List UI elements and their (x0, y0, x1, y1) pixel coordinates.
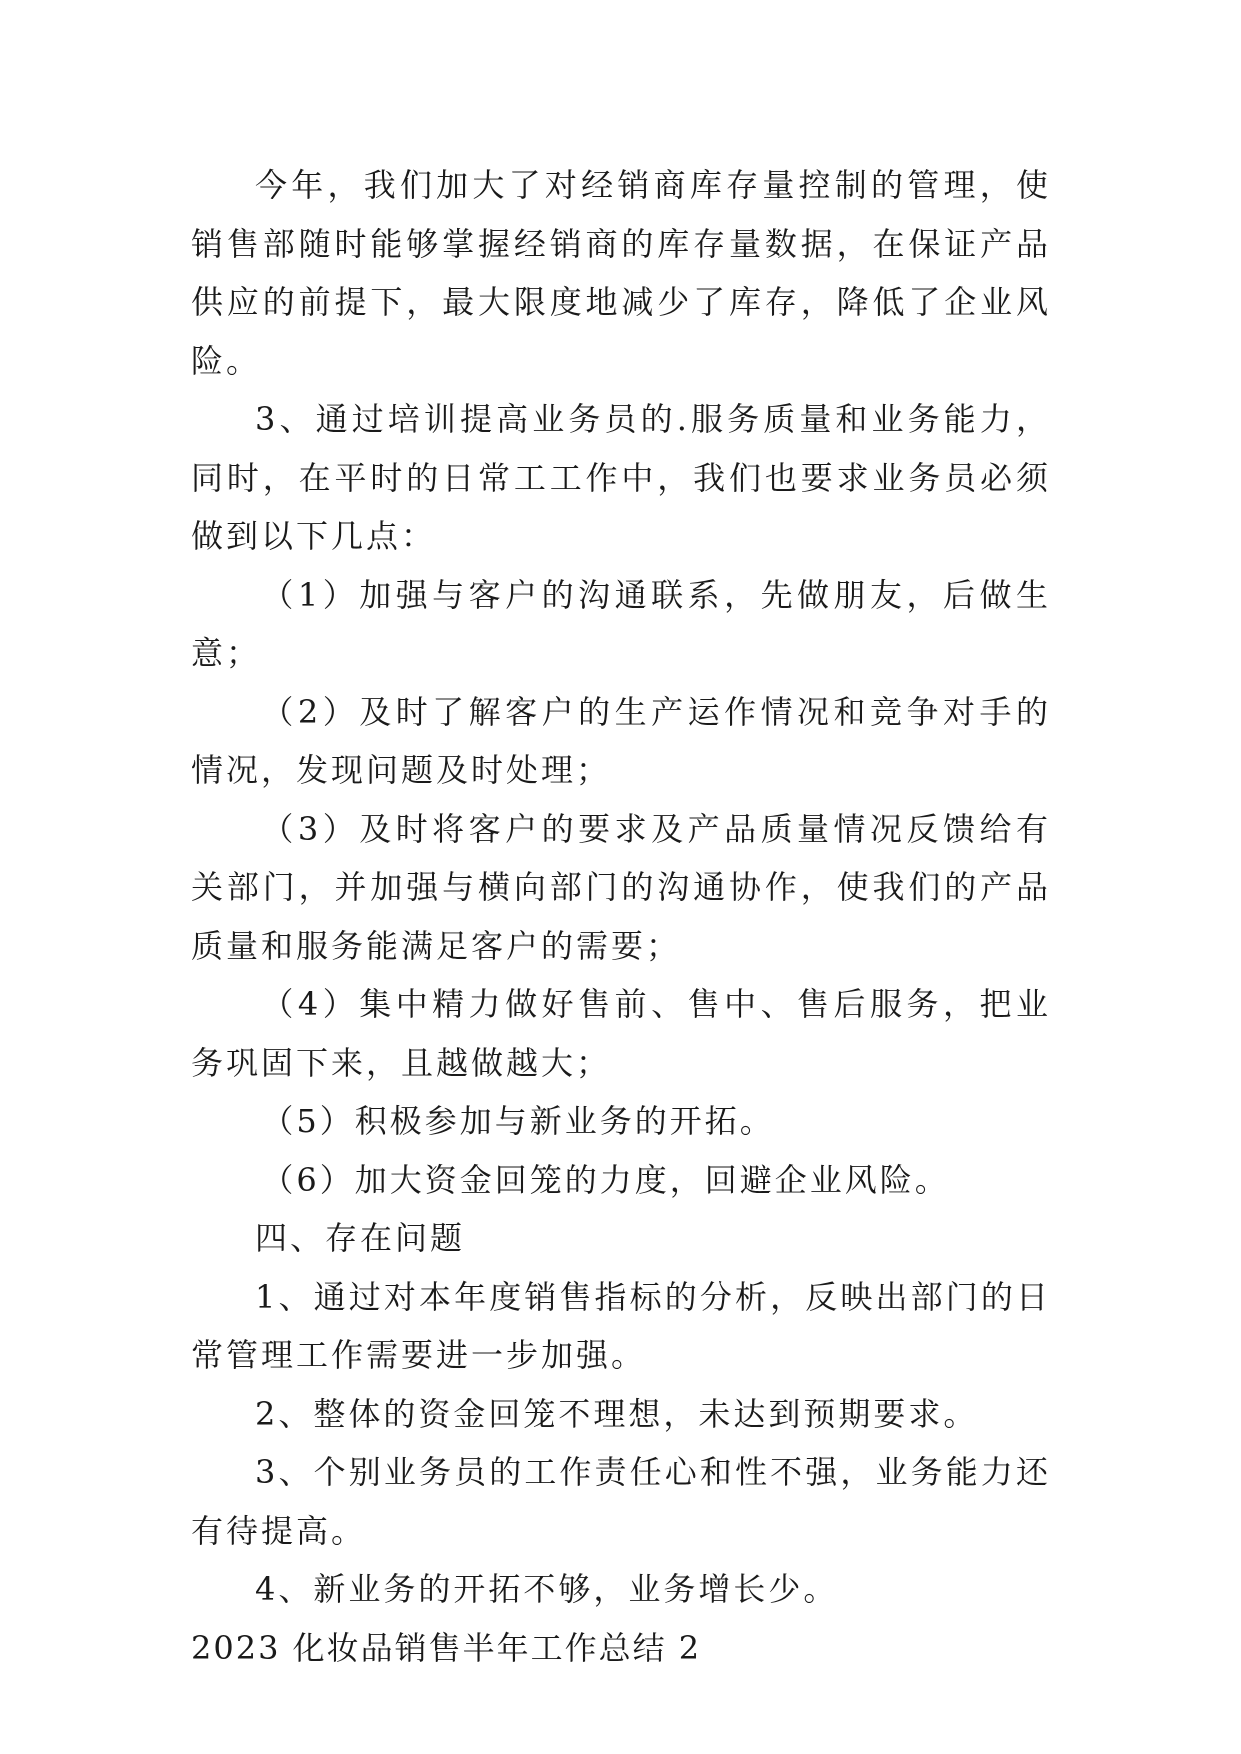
paragraph-training: 3、通过培训提高业务员的.服务质量和业务能力，同时，在平时的日常工工作中，我们也要求业务员必须做到以下几点： (191, 400, 1051, 555)
list-item-5: （5）积极参加与新业务的开拓。 (261, 1102, 775, 1140)
issue-item-3: 3、个别业务员的工作责任心和性不强，业务能力还有待提高。 (191, 1453, 1051, 1550)
document-body (191, 156, 1051, 1677)
issue-item-2: 2、整体的资金回笼不理想，未达到预期要求。 (255, 1394, 979, 1433)
section-heading-issues: 四、存在问题 (255, 1219, 466, 1257)
issue-item-1: 1、通过对本年度销售指标的分析，反映出部门的日常管理工作需要进一步加强。 (191, 1277, 1051, 1374)
issue-item-4: 4、新业务的开拓不够，业务增长少。 (255, 1570, 839, 1608)
list-item-3: （3）及时将客户的要求及产品质量情况反馈给有关部门，并加强与横向部门的沟通协作，使我们的产品质量和服务能满足客户的需要； (191, 809, 1051, 965)
list-item-6: （6）加大资金回笼的力度，回避企业风险。 (261, 1160, 950, 1199)
list-item-1: （1）加强与客户的沟通联系，先做朋友，后做生意； (191, 575, 1051, 672)
paragraph-inventory-control: 今年，我们加大了对经销商库存量控制的管理，使销售部随时能够掌握经销商的库存量数据，在保证产品供应的前提下，最大限度地减少了库存，降低了企业风险。 (191, 166, 1051, 380)
list-item-4: （4）集中精力做好售前、售中、售后服务，把业务巩固下来，且越做越大； (191, 985, 1051, 1082)
list-item-2: （2）及时了解客户的生产运作情况和竞争对手的情况，发现问题及时处理； (191, 692, 1051, 789)
section-title: 2023 化妆品销售半年工作总结 2 (191, 1628, 702, 1667)
